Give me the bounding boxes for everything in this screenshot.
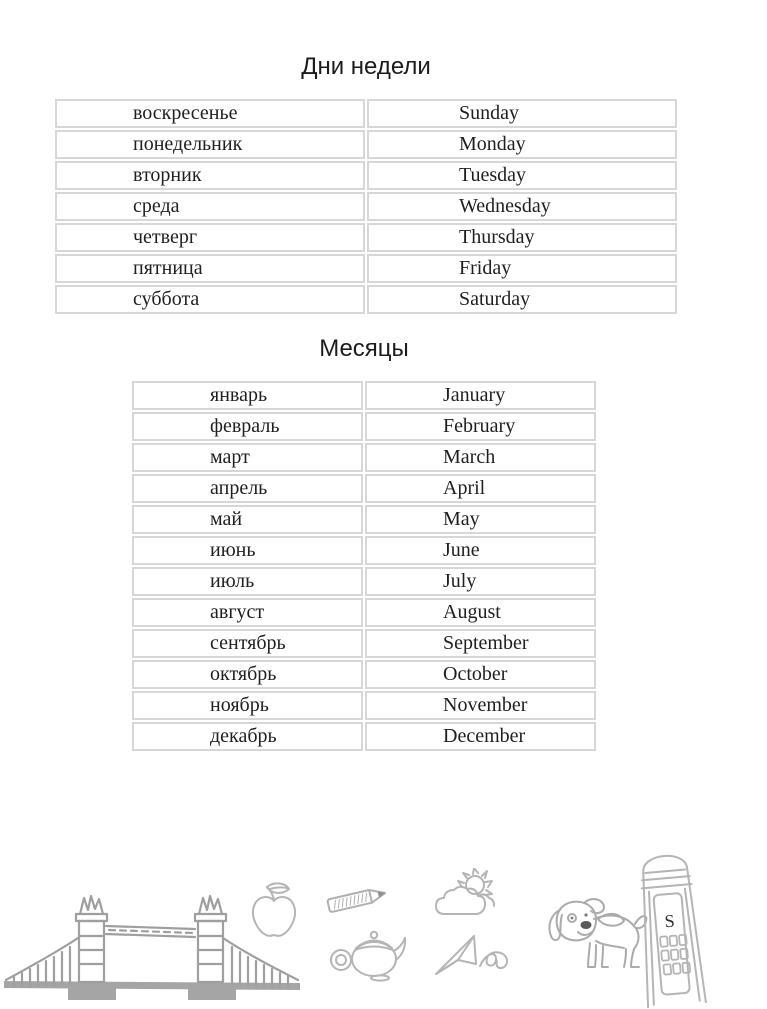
phone-booth-letter: S <box>663 910 676 932</box>
en-cell: Tuesday <box>367 161 677 190</box>
en-cell: Monday <box>367 130 677 159</box>
paper-plane-icon <box>430 928 526 980</box>
ru-cell: пятница <box>55 254 365 283</box>
ru-cell: октябрь <box>132 660 363 689</box>
table-row <box>55 285 677 314</box>
en-cell: Thursday <box>367 223 677 252</box>
table-row <box>132 660 596 689</box>
months-table <box>130 379 598 753</box>
en-cell: February <box>365 412 596 441</box>
table-row <box>132 505 596 534</box>
days-table <box>53 97 679 316</box>
ru-cell: апрель <box>132 474 363 503</box>
en-cell: Friday <box>367 254 677 283</box>
table-row <box>132 629 596 658</box>
en-cell: April <box>365 474 596 503</box>
table-row <box>132 381 596 410</box>
table-row <box>132 567 596 596</box>
en-cell: Sunday <box>367 99 677 128</box>
en-cell: Saturday <box>367 285 677 314</box>
apple-icon <box>248 882 300 942</box>
en-cell: January <box>365 381 596 410</box>
en-cell: September <box>365 629 596 658</box>
ru-cell: декабрь <box>132 722 363 751</box>
en-cell: December <box>365 722 596 751</box>
ru-cell: ноябрь <box>132 691 363 720</box>
ru-cell: воскресенье <box>55 99 365 128</box>
table-row <box>132 691 596 720</box>
en-cell: July <box>365 567 596 596</box>
ru-cell: июнь <box>132 536 363 565</box>
en-cell: November <box>365 691 596 720</box>
table-row <box>55 192 677 221</box>
ru-cell: июль <box>132 567 363 596</box>
phone-booth-icon <box>626 841 714 1009</box>
table-row <box>132 474 596 503</box>
table-row <box>55 254 677 283</box>
days-section-title: Дни недели <box>301 53 431 80</box>
ru-cell: март <box>132 443 363 472</box>
table-row <box>132 443 596 472</box>
en-cell: March <box>365 443 596 472</box>
table-row <box>55 130 677 159</box>
ru-cell: август <box>132 598 363 627</box>
ru-cell: суббота <box>55 285 365 314</box>
en-cell: June <box>365 536 596 565</box>
ru-cell: январь <box>132 381 363 410</box>
table-row <box>132 598 596 627</box>
months-section-title: Месяцы <box>319 335 409 362</box>
cloud-sun-icon <box>433 868 497 926</box>
ru-cell: май <box>132 505 363 534</box>
table-row <box>55 223 677 252</box>
ru-cell: сентябрь <box>132 629 363 658</box>
ru-cell: вторник <box>55 161 365 190</box>
table-row <box>55 161 677 190</box>
table-row <box>132 536 596 565</box>
en-cell: October <box>365 660 596 689</box>
ru-cell: среда <box>55 192 365 221</box>
pencil-icon <box>325 880 389 920</box>
teapot-icon <box>328 918 408 982</box>
table-row <box>132 412 596 441</box>
table-row <box>55 99 677 128</box>
en-cell: August <box>365 598 596 627</box>
en-cell: May <box>365 505 596 534</box>
ru-cell: февраль <box>132 412 363 441</box>
en-cell: Wednesday <box>367 192 677 221</box>
table-row <box>132 722 596 751</box>
ru-cell: понедельник <box>55 130 365 159</box>
ru-cell: четверг <box>55 223 365 252</box>
